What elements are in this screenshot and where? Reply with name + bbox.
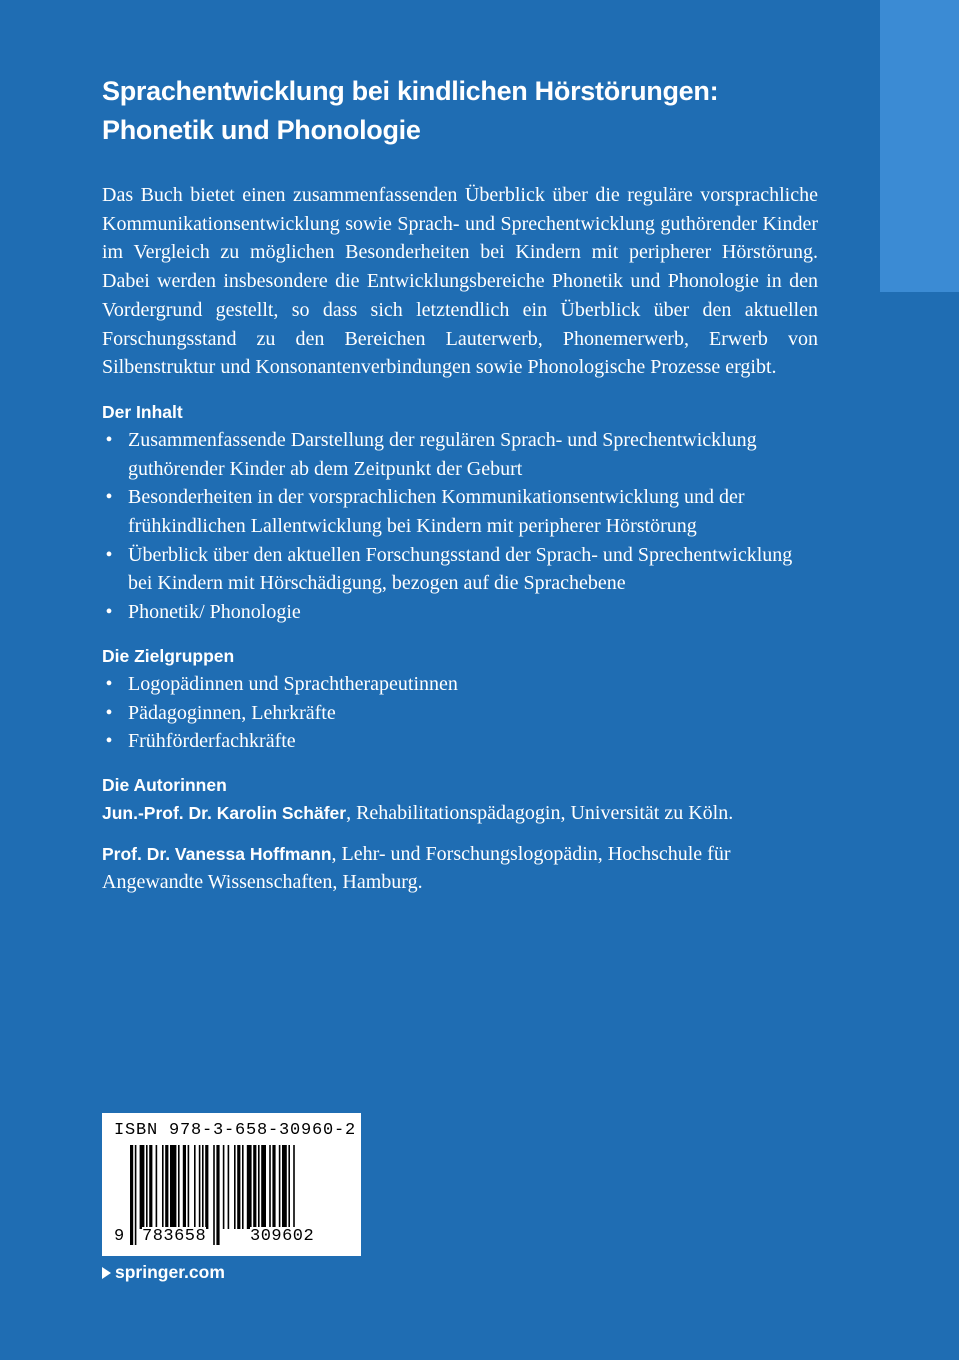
author-2	[102, 840, 818, 897]
barcode-bar	[170, 1145, 176, 1229]
barcode-bar	[228, 1145, 230, 1229]
list-item: • Überblick über den aktuellen Forschungsstand der Sprach- und Sprechentwicklung bei Kindern mit Hörschädigung, bezogen auf die Sprachebene	[105, 543, 793, 595]
book-description: Das Buch bietet einen zusammenfassenden Überblick über die reguläre vorsprachliche Kommunikationsentwicklung sowie Sprach- und Sprechentwicklung guthörender Kinder im Vergleich zu möglichen Besonderheiten bei Kindern mit peripherer Hörstörung. Dabei werden insbesondere die Entwicklungsbereiche Phonetik und Phonologie in den Vordergrund gestellt, so dass sich letztendlich ein Überblick über den aktuellen Forschungsstand zu den Bereichen Lauterwerb, Phonemerwerb, Erwerb von Silbenstruktur und Konsonantenverbindungen sowie Phonologische Prozesse ergibt.	[102, 184, 818, 379]
list-item: • Frühförderfachkräfte	[105, 730, 296, 753]
back-cover-content	[102, 72, 818, 909]
section-heading-zielgruppen: Die Zielgruppen	[102, 645, 235, 666]
barcode-bar	[162, 1145, 164, 1229]
barcode-bar	[253, 1145, 256, 1229]
list-item: • Zusammenfassende Darstellung der regulären Sprach- und Sprechentwicklung guthörender Kinder ab dem Zeitpunkt der Geburt	[105, 428, 757, 480]
author-2-name: Prof. Dr. Vanessa Hoffmann	[102, 843, 332, 864]
barcode-bar	[234, 1145, 236, 1229]
barcode-bar	[194, 1145, 196, 1229]
list-item: • Besonderheiten in der vorsprachlichen Kommunikationsentwicklung und der frühkindlichen Lallentwicklung bei Kindern mit peripherer Hörstörung	[105, 486, 745, 538]
barcode-bar	[213, 1145, 215, 1245]
barcode-bar	[282, 1145, 287, 1229]
publisher-link[interactable]	[102, 1262, 225, 1283]
author-1-description: , Rehabilitationspädagogin, Universität zu Köln.	[346, 801, 734, 824]
barcode-digits-right: 309602	[250, 1227, 315, 1246]
inhalt-list	[102, 426, 818, 627]
section-heading-autorinnen: Die Autorinnen	[102, 774, 227, 795]
barcode-bar	[130, 1145, 133, 1245]
barcode-bar	[288, 1145, 290, 1229]
barcode-bar	[199, 1145, 201, 1229]
barcode-bar	[242, 1145, 244, 1229]
list-item: • Logopädinnen und Sprachtherapeutinnen	[105, 672, 458, 695]
barcode-bar	[261, 1145, 266, 1229]
barcode-bar	[140, 1145, 145, 1229]
arrow-right-icon	[102, 1267, 111, 1279]
barcode-bar	[146, 1145, 148, 1229]
publisher-link-text: springer.com	[115, 1262, 225, 1282]
barcode-bar	[216, 1145, 219, 1245]
list-item: • Phonetik/ Phonologie	[105, 601, 301, 624]
barcode-bar	[183, 1145, 186, 1229]
isbn-barcode	[102, 1113, 361, 1256]
book-title: Sprachentwicklung bei kindlichen Hörstörungen: Phonetik und Phonologie	[102, 76, 719, 145]
barcode-bar	[237, 1145, 240, 1229]
isbn-label: ISBN 978-3-658-30960-2	[114, 1121, 357, 1140]
barcode-bar	[165, 1145, 168, 1229]
barcode-bar	[135, 1145, 137, 1245]
barcode-bar	[188, 1145, 190, 1229]
barcode-bar	[272, 1145, 275, 1229]
zielgruppen-list	[102, 670, 818, 756]
barcode-bar	[258, 1145, 260, 1229]
barcode-digits-left: 783658	[142, 1227, 207, 1246]
barcode-digit-first: 9	[114, 1227, 125, 1246]
author-1	[102, 799, 818, 828]
barcode-bar	[269, 1145, 271, 1229]
author-1-name: Jun.-Prof. Dr. Karolin Schäfer	[102, 802, 347, 823]
barcode-bar	[156, 1145, 158, 1229]
barcode-bar	[247, 1145, 252, 1229]
list-item: • Pädagoginnen, Lehrkräfte	[105, 701, 336, 724]
barcode-bar	[202, 1145, 204, 1229]
barcode-bar	[205, 1145, 208, 1229]
barcode-bar	[178, 1145, 180, 1229]
author-2-description: , Lehr- und Forschungslogopädin, Hochschule für Angewandte Wissenschaften, Hamburg.	[102, 842, 731, 894]
section-heading-inhalt: Der Inhalt	[102, 401, 183, 422]
barcode-bar	[149, 1145, 152, 1229]
barcode-bar	[223, 1145, 225, 1229]
side-color-tab	[880, 0, 959, 292]
barcode-bar	[279, 1145, 281, 1229]
